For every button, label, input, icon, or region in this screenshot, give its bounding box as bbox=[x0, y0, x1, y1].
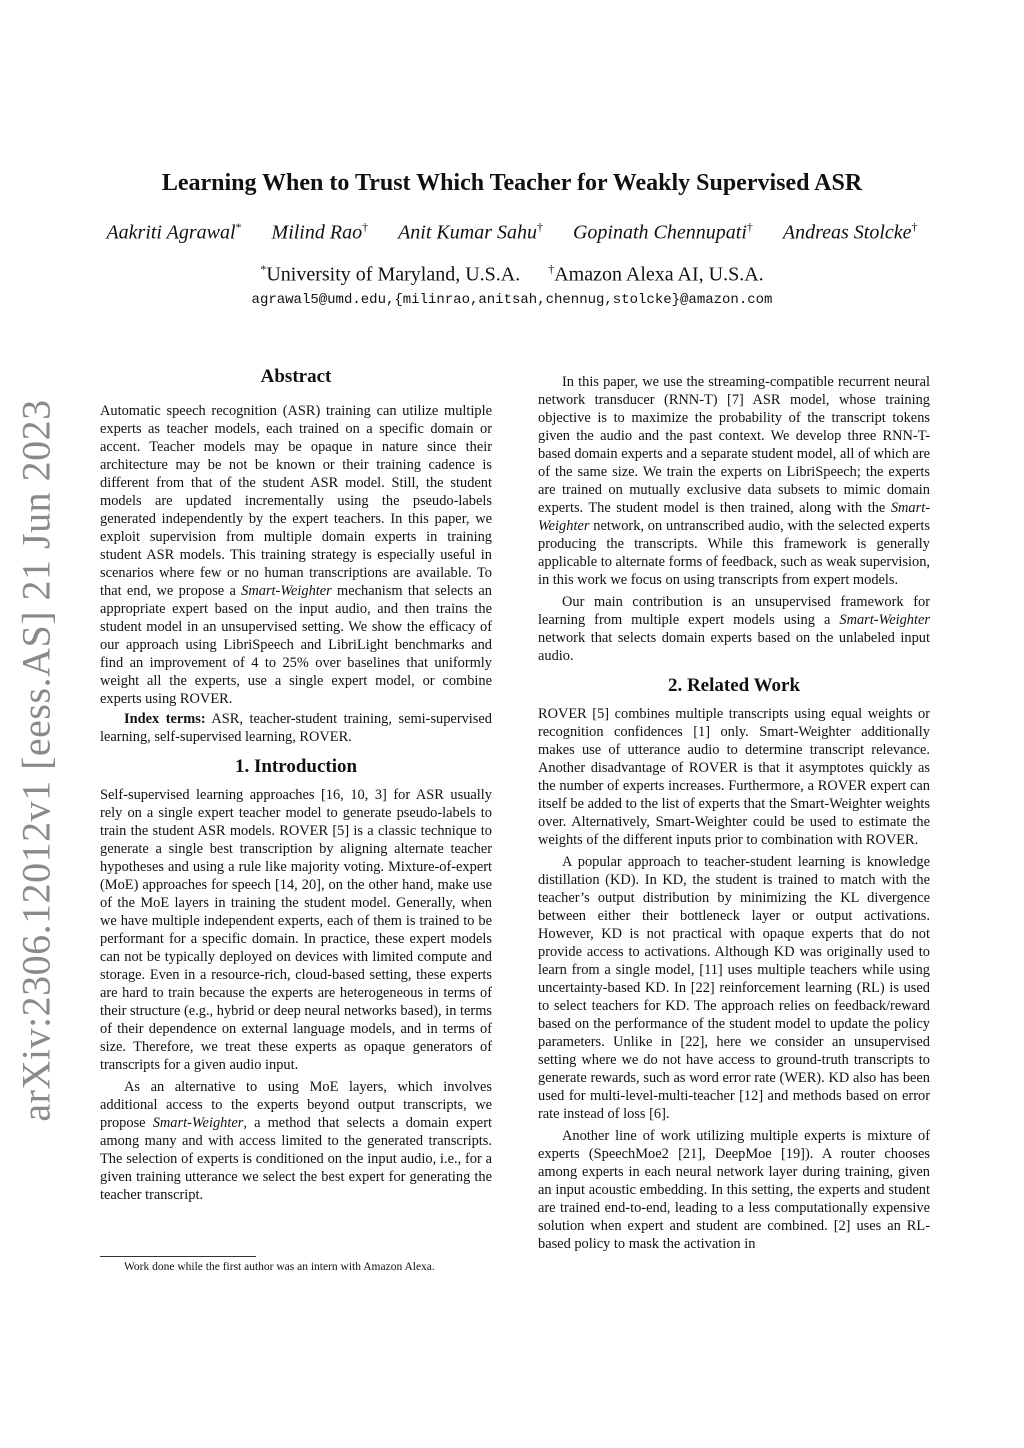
author-list bbox=[0, 220, 1024, 245]
related-paragraph: A popular approach to teacher-student learning is knowledge distillation (KD). In KD, the student is trained to match with the teacher’s output distribution by minimizing the KL divergence between either their bottleneck layer or output activations. However, KD is not practical with opaque experts that do not provide access to activations. Although KD was originally used to learn from a single model, [11] uses multiple teachers while using uncertainty-based KD. In [22] reinforcement learning (RL) is used to select teachers for KD. The approach relies on feedback/reward based on the performance of the student model to update the policy parameters. Unlike in [22], here we consider an unsupervised setting where we do not have access to ground-truth transcripts to generate rewards, such as word error rate (WER). KD also has been used for multi-level-multi-teacher [12] and methods based on error rate instead of loss [6]. bbox=[538, 854, 930, 1122]
intro-paragraph: Self-supervised learning approaches [16, 10, 3] for ASR usually rely on a single expert teacher model to generate pseudo-labels to train the student ASR models. ROVER [5] is a classic technique to generate a single best transcription by aligning alternate teacher hypotheses and using a rule like majority voting. Mixture-of-expert (MoE) approaches for speech [14, 20], on the other hand, make use of the MoE layers in training the student model. Generally, when we have multiple independent experts, each of them is trained to be performant for a specific domain. In practice, these expert models can not be typically deployed on devices with limited compute and storage. Even in a resource-rich, cloud-based setting, these experts are hard to train because the experts are heterogeneous in terms of their structure (e.g., hybrid or deep neural networks based), in terms of their dependence on external language models, and in terms of size. Therefore, we treat these experts as opaque generators of transcripts for a given audio input. bbox=[100, 787, 492, 1073]
affiliations bbox=[0, 262, 1024, 287]
right-column bbox=[538, 373, 930, 1253]
related-paragraph: ROVER [5] combines multiple transcripts using equal weights or recognition confidences [1] only. Smart-Weighter additionally makes use of utterance audio to determine transcript relevance. Another disadvantage of ROVER is that it asymptotes quickly as the number of experts increases. Furthermore, a ROVER expert can itself be added to the list of experts that the Smart-Weighter weights over. Alternatively, Smart-Weighter could be used to estimate the weights of the different inputs prior to combination with ROVER. bbox=[538, 706, 930, 848]
author: Milind Rao† bbox=[271, 220, 369, 244]
author: Gopinath Chennupati† bbox=[572, 220, 753, 244]
related-work-heading: 2. Related Work bbox=[667, 675, 801, 696]
arxiv-identifier-stamp bbox=[6, 398, 66, 1122]
intro-heading: 1. Introduction bbox=[234, 756, 358, 777]
abstract-heading: Abstract bbox=[260, 366, 332, 387]
left-column bbox=[100, 368, 492, 1204]
intro-paragraph: As an alternative to using MoE layers, which involves additional access to the experts beyond output transcripts, we propose Smart-Weighter, a method that selects a domain expert among many and with access limited to the generated transcripts. The selection of experts is conditioned on the input audio, i.e., for a given training utterance we select the best expert for generating the teacher transcript. bbox=[100, 1079, 492, 1203]
author: Anit Kumar Sahu† bbox=[398, 220, 543, 244]
author: Andreas Stolcke† bbox=[782, 220, 918, 244]
index-terms: Index terms: ASR, teacher-student training, semi-supervised learning, self-supervised learning, ROVER. bbox=[100, 711, 492, 745]
body-paragraph: In this paper, we use the streaming-compatible recurrent neural network transducer (RNN-T) [7] ASR model, whose training objective is to maximize the probability of the transcript tokens given the audio and the past context. We develop three RNN-T-based domain experts and a separate student model, all of which are of the same size. We train the experts on LibriSpeech; the experts are trained on mutually exclusive data subsets to mimic domain experts. The student model is then trained, along with the Smart-Weighter network, on untranscribed audio, with the selected experts producing the transcripts. While this framework is generally applicable to alternate forms of feedback, such as weak supervision, in this work we focus on using transcripts from expert models. bbox=[538, 374, 930, 588]
author: Aakriti Agrawal* bbox=[106, 220, 242, 244]
affiliation: *University of Maryland, U.S.A. bbox=[260, 262, 521, 286]
arxiv-id: arXiv:2306.12012v1 [eess.AS] 21 Jun 2023 bbox=[13, 398, 59, 1122]
related-paragraph: Another line of work utilizing multiple experts is mixture of experts (SpeechMoe2 [21], DeepMoe [19]). A router chooses among experts in each neural network layer during training, given an input acoustic embedding. In this setting, the experts and student are trained end-to-end, leading to a less computationally expensive solution when expert and student are combined. [2] uses an RL-based policy to mask the activation in bbox=[538, 1128, 930, 1252]
author-emails: agrawal5@umd.edu,{milinrao,anitsah,chennug,stolcke}@amazon.com bbox=[251, 292, 773, 308]
body-paragraph: Our main contribution is an unsupervised framework for learning from multiple expert models using a Smart-Weighter network that selects domain experts based on the unlabeled input audio. bbox=[538, 594, 930, 664]
affiliation: †Amazon Alexa AI, U.S.A. bbox=[548, 262, 764, 286]
footnote-divider bbox=[100, 1256, 256, 1257]
abstract-text: Automatic speech recognition (ASR) training can utilize multiple experts as teacher models, each trained on a specific domain or accent. Teacher models may be opaque in nature since their architecture may be not be known or their training cadence is different from that of the student ASR model. Still, the student models are updated incrementally using the pseudo-labels generated independently by the expert teachers. In this paper, we exploit supervision from multiple domain experts in training student ASR models. This training strategy is especially useful in scenarios where few or no human transcriptions are available. To that end, we propose a Smart-Weighter mechanism that selects an appropriate expert based on the input audio, and then trains the student model in an unsupervised setting. We show the efficacy of our approach using LibriSpeech and LibriLight benchmarks and find an improvement of 4 to 25% over baselines that uniformly weight all the experts, use a single expert model, or combine experts using ROVER. bbox=[100, 403, 492, 707]
footnote: Work done while the first author was an intern with Amazon Alexa. bbox=[124, 1261, 435, 1273]
paper-title: Learning When to Trust Which Teacher for Weakly Supervised ASR bbox=[161, 170, 863, 196]
